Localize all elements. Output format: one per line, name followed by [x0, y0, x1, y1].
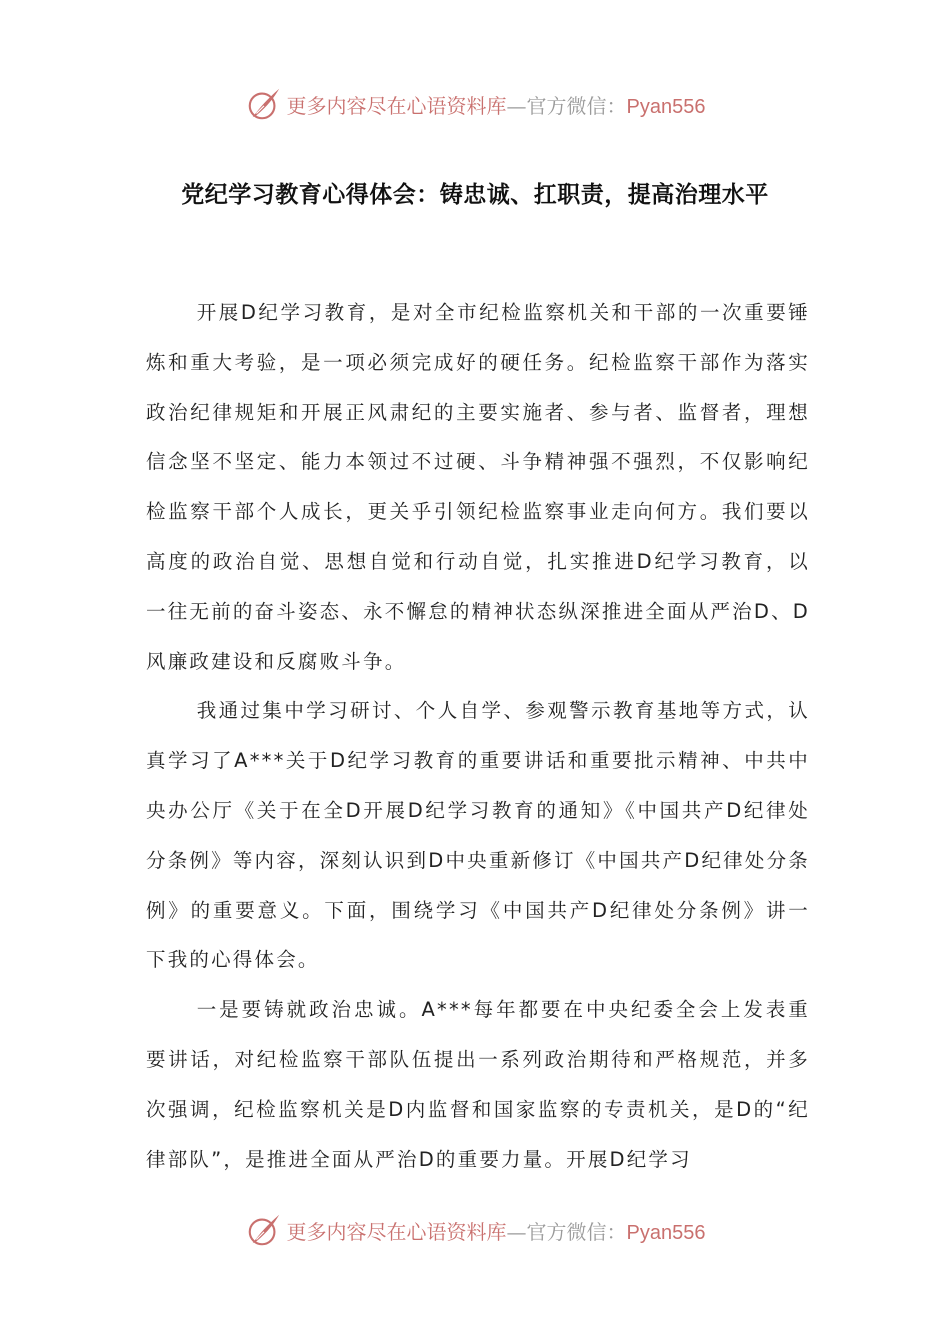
- header-watermark-banner: [0, 84, 950, 124]
- paragraph-2: 我通过集中学习研讨、个人自学、参观警示教育基地等方式，认真学习了A***关于D纪学习教育的重要讲话和重要批示精神、中共中央办公厅《关于在全D开展D纪学习教育的通知》《中国共产D纪律处分条例》等内容，深刻认识到D中央重新修订《中国共产D纪律处分条例》的重要意义。下面，围绕学习《中国共产D纪律处分条例》讲一下我的心得体会。: [146, 699, 810, 972]
- document-body: [146, 288, 810, 1184]
- paragraph-3: 一是要铸就政治忠诚。A***每年都要在中央纪委全会上发表重要讲话，对纪检监察干部队伍提出一系列政治期待和严格规范，并多次强调，纪检监察机关是D内监督和国家监察的专责机关，是D的“纪律部队”，是推进全面从严治D的重要力量。开展D纪学习: [146, 998, 810, 1171]
- footer-watermark-banner: [0, 1210, 950, 1250]
- watermark-text: 更多内容尽在心语资料库—官方微信：Pyan556: [286, 1219, 706, 1244]
- quill-logo-icon: [245, 1211, 283, 1249]
- watermark-text: 更多内容尽在心语资料库—官方微信：Pyan556: [286, 93, 706, 118]
- paragraph-1: 开展D纪学习教育，是对全市纪检监察机关和干部的一次重要锤炼和重大考验，是一项必须完成好的硬任务。纪检监察干部作为落实政治纪律规矩和开展正风肃纪的主要实施者、参与者、监督者，理想信念坚不坚定、能力本领过不过硬、斗争精神强不强烈，不仅影响纪检监察干部个人成长，更关乎引领纪检监察事业走向何方。我们要以高度的政治自觉、思想自觉和行动自觉，扎实推进D纪学习教育，以一往无前的奋斗姿态、永不懈怠的精神状态纵深推进全面从严治D、D风廉政建设和反腐败斗争。: [146, 301, 810, 673]
- document-title: 党纪学习教育心得体会：铸忠诚、扛职责，提高治理水平: [181, 181, 769, 208]
- quill-logo-icon: [245, 85, 283, 123]
